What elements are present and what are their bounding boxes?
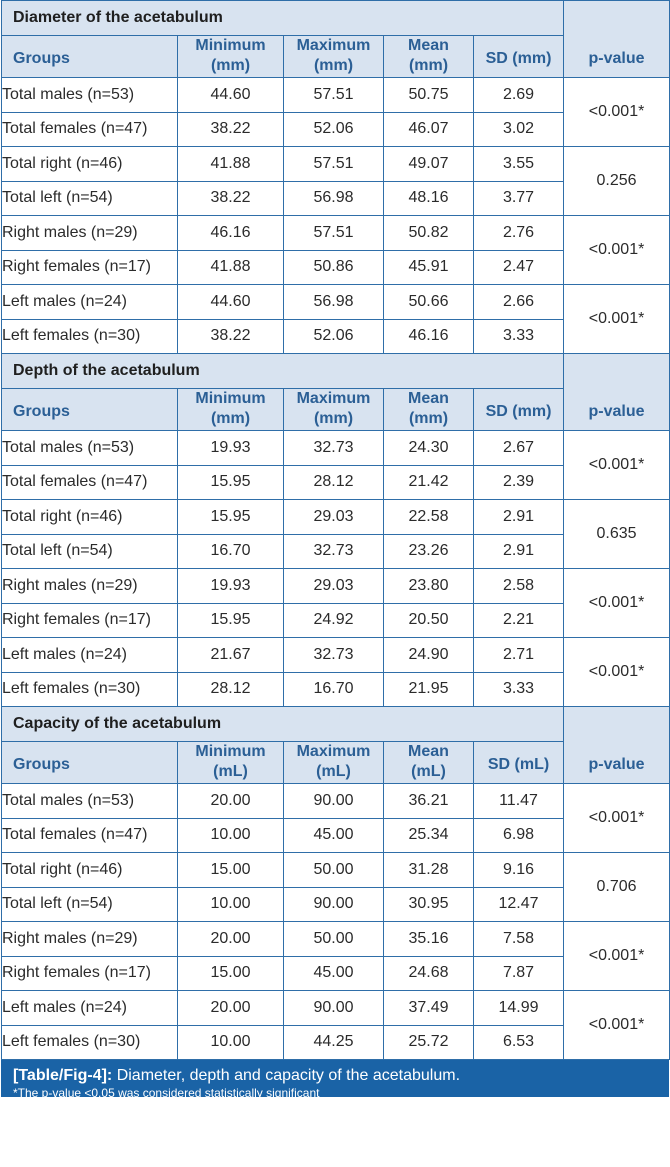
mean-cell: 46.16	[384, 319, 474, 354]
mean-cell: 24.90	[384, 638, 474, 673]
minimum-cell: 21.67	[178, 638, 284, 673]
mean-cell: 25.34	[384, 818, 474, 853]
p-value-header-spacer	[564, 354, 670, 389]
header-min-label: Minimum	[195, 37, 266, 55]
mean-cell: 36.21	[384, 784, 474, 819]
mean-cell: 46.07	[384, 112, 474, 147]
group-cell: Right females (n=17)	[2, 250, 178, 285]
header-min-label: Minimum	[195, 390, 266, 408]
header-mean-label: Mean	[408, 37, 449, 55]
sd-cell: 2.69	[474, 78, 564, 113]
header-min	[178, 35, 284, 78]
header-mean-unit: (mm)	[408, 410, 449, 428]
mean-cell: 21.95	[384, 672, 474, 707]
caption-text: Diameter, depth and capacity of the acetabulum.	[112, 1067, 461, 1084]
maximum-cell: 90.00	[284, 991, 384, 1026]
minimum-cell: 15.95	[178, 465, 284, 500]
group-cell: Total males (n=53)	[2, 784, 178, 819]
maximum-cell: 16.70	[284, 672, 384, 707]
minimum-cell: 38.22	[178, 319, 284, 354]
header-mean-label: Mean	[408, 743, 449, 761]
table-row	[2, 922, 670, 957]
minimum-cell: 41.88	[178, 250, 284, 285]
mean-cell: 50.75	[384, 78, 474, 113]
header-p-value: p-value	[564, 388, 670, 431]
sd-cell: 12.47	[474, 887, 564, 922]
group-cell: Right males (n=29)	[2, 922, 178, 957]
section-title: Capacity of the acetabulum	[2, 707, 564, 742]
table-row	[2, 853, 670, 888]
mean-cell: 25.72	[384, 1025, 474, 1060]
p-value-cell: <0.001*	[564, 991, 670, 1060]
header-max	[284, 35, 384, 78]
minimum-cell: 15.00	[178, 956, 284, 991]
table-row	[2, 285, 670, 320]
maximum-cell: 32.73	[284, 431, 384, 466]
group-cell: Total right (n=46)	[2, 147, 178, 182]
mean-cell: 30.95	[384, 887, 474, 922]
maximum-cell: 44.25	[284, 1025, 384, 1060]
p-value-cell: <0.001*	[564, 784, 670, 853]
mean-cell: 22.58	[384, 500, 474, 535]
header-p-value: p-value	[564, 35, 670, 78]
sd-cell: 6.98	[474, 818, 564, 853]
maximum-cell: 50.00	[284, 922, 384, 957]
maximum-cell: 32.73	[284, 638, 384, 673]
table-row	[2, 500, 670, 535]
minimum-cell: 15.00	[178, 853, 284, 888]
maximum-cell: 32.73	[284, 534, 384, 569]
table-row	[2, 991, 670, 1026]
sd-cell: 3.02	[474, 112, 564, 147]
maximum-cell: 45.00	[284, 956, 384, 991]
header-p-value: p-value	[564, 741, 670, 784]
sd-cell: 3.33	[474, 672, 564, 707]
sd-cell: 7.87	[474, 956, 564, 991]
group-cell: Left females (n=30)	[2, 1025, 178, 1060]
header-max-label: Maximum	[296, 743, 371, 761]
column-header-row	[2, 388, 670, 431]
table-figure	[1, 0, 669, 1100]
maximum-cell: 56.98	[284, 181, 384, 216]
group-cell: Total females (n=47)	[2, 465, 178, 500]
table-row	[2, 147, 670, 182]
table-row	[2, 638, 670, 673]
p-value-cell: <0.001*	[564, 638, 670, 707]
maximum-cell: 90.00	[284, 784, 384, 819]
mean-cell: 31.28	[384, 853, 474, 888]
group-cell: Total males (n=53)	[2, 431, 178, 466]
mean-cell: 37.49	[384, 991, 474, 1026]
header-max-label: Maximum	[296, 390, 371, 408]
sd-cell: 7.58	[474, 922, 564, 957]
sd-cell: 14.99	[474, 991, 564, 1026]
sd-cell: 2.76	[474, 216, 564, 251]
mean-cell: 50.82	[384, 216, 474, 251]
mean-cell: 24.68	[384, 956, 474, 991]
maximum-cell: 28.12	[284, 465, 384, 500]
p-value-cell: <0.001*	[564, 216, 670, 285]
minimum-cell: 15.95	[178, 500, 284, 535]
caption-main	[13, 1066, 657, 1086]
sd-cell: 3.77	[474, 181, 564, 216]
sd-cell: 2.71	[474, 638, 564, 673]
maximum-cell: 29.03	[284, 569, 384, 604]
p-value-header-spacer	[564, 707, 670, 742]
header-mean	[384, 388, 474, 431]
mean-cell: 21.42	[384, 465, 474, 500]
minimum-cell: 10.00	[178, 887, 284, 922]
header-mean	[384, 35, 474, 78]
p-value-header-spacer	[564, 1, 670, 36]
minimum-cell: 44.60	[178, 285, 284, 320]
sd-cell: 3.33	[474, 319, 564, 354]
section-title: Depth of the acetabulum	[2, 354, 564, 389]
maximum-cell: 56.98	[284, 285, 384, 320]
group-cell: Total right (n=46)	[2, 853, 178, 888]
p-value-cell: 0.635	[564, 500, 670, 569]
minimum-cell: 20.00	[178, 922, 284, 957]
maximum-cell: 52.06	[284, 112, 384, 147]
header-mean-unit: (mm)	[408, 57, 449, 75]
sd-cell: 3.55	[474, 147, 564, 182]
mean-cell: 49.07	[384, 147, 474, 182]
acetabulum-table	[1, 0, 670, 1060]
mean-cell: 24.30	[384, 431, 474, 466]
p-value-cell: <0.001*	[564, 78, 670, 147]
header-min-unit: (mm)	[210, 410, 251, 428]
sd-cell: 2.91	[474, 500, 564, 535]
group-cell: Left females (n=30)	[2, 319, 178, 354]
header-min-unit: (mm)	[210, 57, 251, 75]
header-max	[284, 741, 384, 784]
table-row	[2, 431, 670, 466]
maximum-cell: 24.92	[284, 603, 384, 638]
group-cell: Right males (n=29)	[2, 569, 178, 604]
p-value-cell: <0.001*	[564, 285, 670, 354]
header-mean-unit: (mL)	[411, 763, 446, 781]
table-row	[2, 784, 670, 819]
maximum-cell: 57.51	[284, 147, 384, 182]
minimum-cell: 38.22	[178, 181, 284, 216]
group-cell: Right males (n=29)	[2, 216, 178, 251]
header-groups: Groups	[2, 35, 178, 78]
mean-cell: 48.16	[384, 181, 474, 216]
group-cell: Total left (n=54)	[2, 181, 178, 216]
header-mean-label: Mean	[408, 390, 449, 408]
header-max-unit: (mm)	[313, 57, 354, 75]
table-row	[2, 216, 670, 251]
p-value-cell: <0.001*	[564, 922, 670, 991]
maximum-cell: 29.03	[284, 500, 384, 535]
header-groups: Groups	[2, 741, 178, 784]
group-cell: Total males (n=53)	[2, 78, 178, 113]
minimum-cell: 19.93	[178, 431, 284, 466]
sd-cell: 9.16	[474, 853, 564, 888]
maximum-cell: 57.51	[284, 78, 384, 113]
p-value-cell: 0.256	[564, 147, 670, 216]
group-cell: Total right (n=46)	[2, 500, 178, 535]
header-min-label: Minimum	[195, 743, 266, 761]
section-title-row	[2, 707, 670, 742]
header-max	[284, 388, 384, 431]
minimum-cell: 19.93	[178, 569, 284, 604]
sd-cell: 2.66	[474, 285, 564, 320]
minimum-cell: 15.95	[178, 603, 284, 638]
minimum-cell: 20.00	[178, 991, 284, 1026]
mean-cell: 23.26	[384, 534, 474, 569]
sd-cell: 2.67	[474, 431, 564, 466]
header-min	[178, 741, 284, 784]
mean-cell: 45.91	[384, 250, 474, 285]
group-cell: Right females (n=17)	[2, 956, 178, 991]
section-title-row	[2, 1, 670, 36]
group-cell: Total females (n=47)	[2, 818, 178, 853]
group-cell: Total left (n=54)	[2, 887, 178, 922]
group-cell: Total left (n=54)	[2, 534, 178, 569]
minimum-cell: 10.00	[178, 1025, 284, 1060]
minimum-cell: 46.16	[178, 216, 284, 251]
sd-cell: 2.21	[474, 603, 564, 638]
caption-note: *The p-value <0.05 was considered statistically significant	[13, 1086, 320, 1100]
header-sd: SD (mm)	[474, 35, 564, 78]
maximum-cell: 45.00	[284, 818, 384, 853]
minimum-cell: 28.12	[178, 672, 284, 707]
group-cell: Left males (n=24)	[2, 991, 178, 1026]
group-cell: Left males (n=24)	[2, 638, 178, 673]
sd-cell: 6.53	[474, 1025, 564, 1060]
table-row	[2, 569, 670, 604]
minimum-cell: 10.00	[178, 818, 284, 853]
mean-cell: 50.66	[384, 285, 474, 320]
sd-cell: 11.47	[474, 784, 564, 819]
section-title: Diameter of the acetabulum	[2, 1, 564, 36]
maximum-cell: 90.00	[284, 887, 384, 922]
header-groups: Groups	[2, 388, 178, 431]
minimum-cell: 41.88	[178, 147, 284, 182]
group-cell: Left females (n=30)	[2, 672, 178, 707]
p-value-cell: <0.001*	[564, 431, 670, 500]
header-min-unit: (mL)	[213, 763, 248, 781]
maximum-cell: 52.06	[284, 319, 384, 354]
maximum-cell: 57.51	[284, 216, 384, 251]
sd-cell: 2.58	[474, 569, 564, 604]
header-max-label: Maximum	[296, 37, 371, 55]
sd-cell: 2.91	[474, 534, 564, 569]
header-sd: SD (mL)	[474, 741, 564, 784]
header-max-unit: (mm)	[313, 410, 354, 428]
mean-cell: 23.80	[384, 569, 474, 604]
column-header-row	[2, 35, 670, 78]
header-min	[178, 388, 284, 431]
sd-cell: 2.39	[474, 465, 564, 500]
group-cell: Total females (n=47)	[2, 112, 178, 147]
table-row	[2, 78, 670, 113]
maximum-cell: 50.86	[284, 250, 384, 285]
minimum-cell: 44.60	[178, 78, 284, 113]
p-value-cell: 0.706	[564, 853, 670, 922]
header-max-unit: (mL)	[316, 763, 351, 781]
sd-cell: 2.47	[474, 250, 564, 285]
column-header-row	[2, 741, 670, 784]
maximum-cell: 50.00	[284, 853, 384, 888]
minimum-cell: 38.22	[178, 112, 284, 147]
mean-cell: 35.16	[384, 922, 474, 957]
table-caption	[1, 1060, 669, 1100]
minimum-cell: 20.00	[178, 784, 284, 819]
header-sd: SD (mm)	[474, 388, 564, 431]
group-cell: Left males (n=24)	[2, 285, 178, 320]
p-value-cell: <0.001*	[564, 569, 670, 638]
caption-label: [Table/Fig-4]:	[13, 1067, 113, 1084]
section-title-row	[2, 354, 670, 389]
mean-cell: 20.50	[384, 603, 474, 638]
minimum-cell: 16.70	[178, 534, 284, 569]
header-mean	[384, 741, 474, 784]
group-cell: Right females (n=17)	[2, 603, 178, 638]
